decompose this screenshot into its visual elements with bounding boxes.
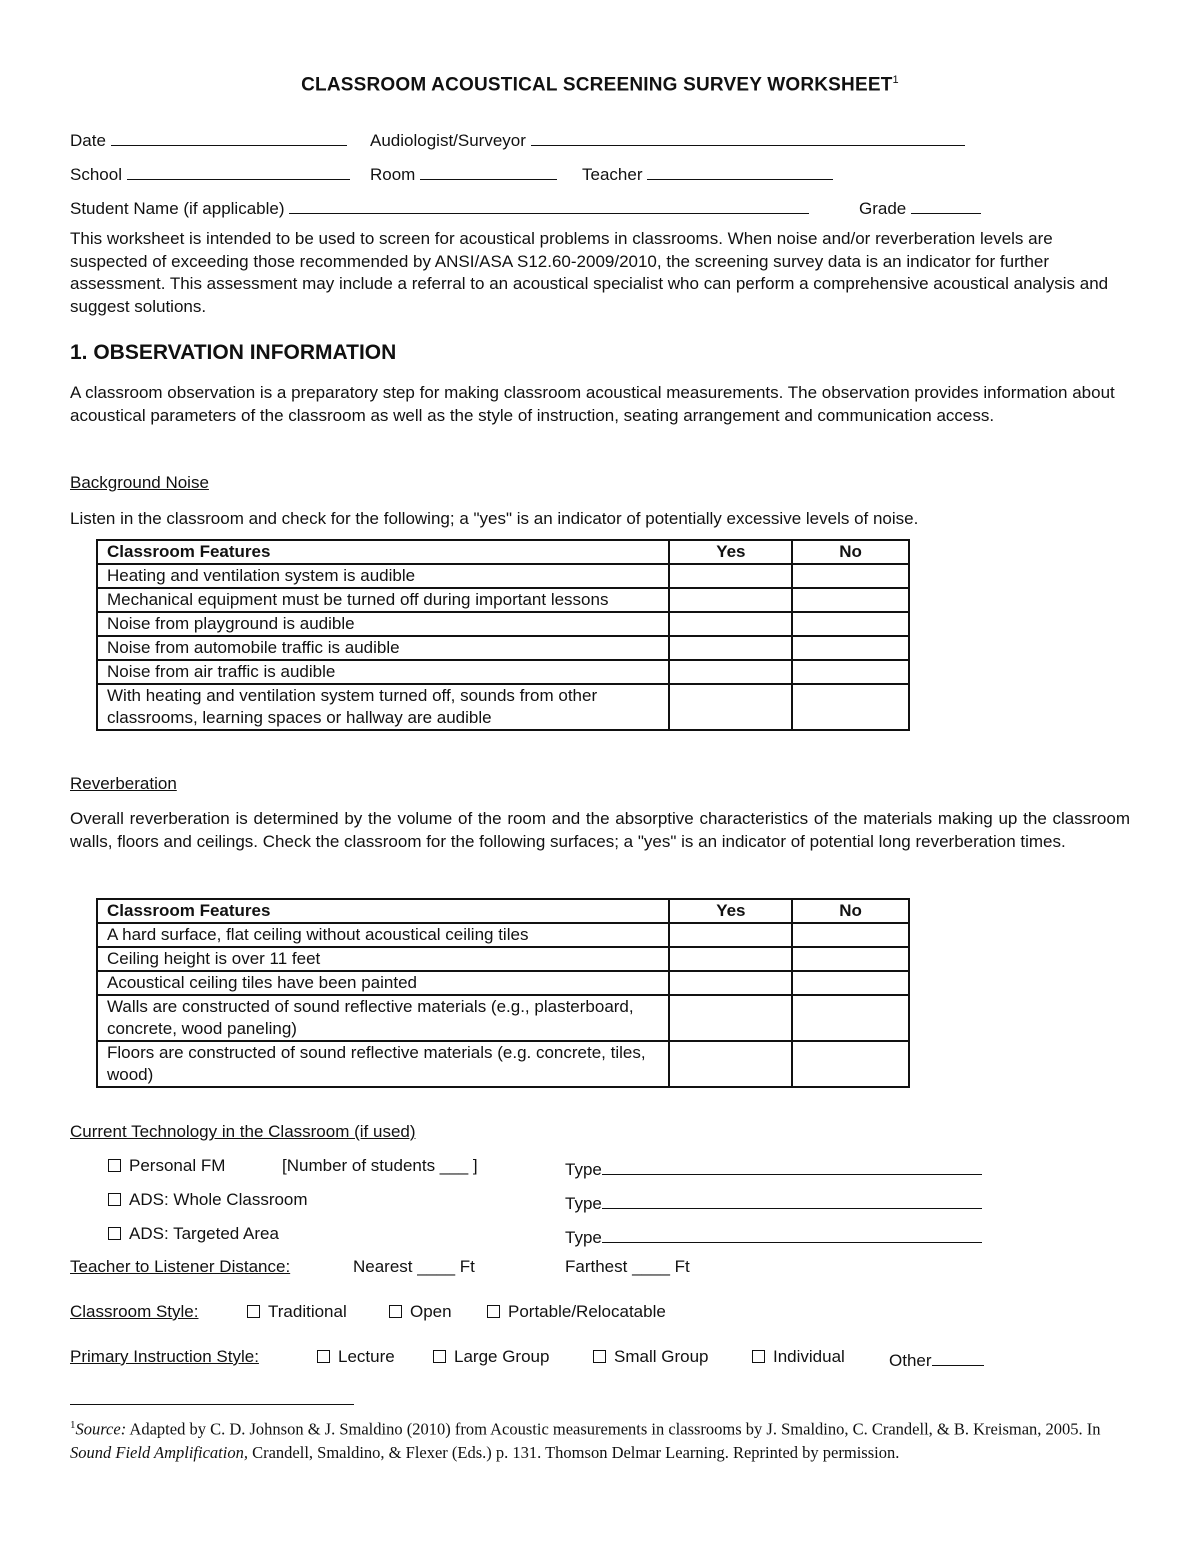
checkbox[interactable] [389,1305,402,1318]
yes-cell[interactable] [669,564,792,588]
other-line[interactable] [932,1347,984,1366]
intro-paragraph: This worksheet is intended to be used to screen for acoustical problems in classrooms. When noise and/or reverberation levels are suspected of exceeding those recommended by ANSI/ASA S12.60-2009/2010, the screening survey data is an indicator for further assessment. This assessment may include a referral to an acoustical specialist who can perform a comprehensive acoustical analysis and suggest solutions. [70,229,1109,316]
checkbox[interactable] [487,1305,500,1318]
surveyor-field[interactable]: Audiologist/Surveyor [370,127,965,151]
checkbox[interactable] [593,1350,606,1363]
table-row: Floors are constructed of sound reflective materials (e.g. concrete, tiles, wood) [97,1041,909,1087]
table-row: Noise from playground is audible [97,612,909,636]
no-cell[interactable] [792,588,909,612]
noise-paragraph: Listen in the classroom and check for the following; a "yes" is an indicator of potentially excessive levels of noise. [70,509,919,528]
instruction-option-individual[interactable]: Individual [752,1347,845,1367]
tech-item-personal-fm[interactable]: Personal FM [108,1156,225,1176]
table-row: Noise from air traffic is audible [97,660,909,684]
yes-cell[interactable] [669,636,792,660]
instruction-other-field[interactable]: Other [889,1347,984,1371]
student-field[interactable]: Student Name (if applicable) [70,195,809,219]
yes-cell[interactable] [669,947,792,971]
instruction-style-label: Primary Instruction Style: [70,1347,259,1366]
number-of-students: [Number of students ___ ] [282,1156,478,1175]
noise-table [96,539,910,731]
type-line[interactable] [602,1190,982,1209]
yes-cell[interactable] [669,995,792,1041]
tech-item-ads-whole[interactable]: ADS: Whole Classroom [108,1190,308,1210]
no-header: No [792,899,909,923]
school-field[interactable]: School [70,161,350,185]
school-line[interactable] [127,161,350,180]
yes-cell[interactable] [669,588,792,612]
footnote-mark: 1 [892,74,899,86]
style-option-traditional[interactable]: Traditional [247,1302,347,1322]
teacher-field[interactable]: Teacher [582,161,833,185]
yes-cell[interactable] [669,684,792,730]
table-header [97,540,909,564]
checkbox[interactable] [247,1305,260,1318]
room-line[interactable] [420,161,557,180]
technology-heading: Current Technology in the Classroom (if used) [70,1122,416,1141]
no-cell[interactable] [792,923,909,947]
section-heading: 1. OBSERVATION INFORMATION [70,341,397,364]
instruction-option-small-group[interactable]: Small Group [593,1347,708,1367]
distance-label: Teacher to Listener Distance: [70,1257,291,1276]
yes-cell[interactable] [669,923,792,947]
table-row: Acoustical ceiling tiles have been painted [97,971,909,995]
checkbox[interactable] [108,1159,121,1172]
feature-header: Classroom Features [97,899,669,923]
yes-cell[interactable] [669,612,792,636]
no-cell[interactable] [792,971,909,995]
surveyor-line[interactable] [531,127,965,146]
table-row: Heating and ventilation system is audible [97,564,909,588]
checkbox[interactable] [108,1193,121,1206]
no-cell[interactable] [792,1041,909,1087]
nearest-field[interactable]: Nearest ____ Ft [353,1257,475,1276]
table-row: With heating and ventilation system turned off, sounds from other classrooms, learning spaces or hallway are audible [97,684,909,730]
type-line[interactable] [602,1156,982,1175]
no-cell[interactable] [792,684,909,730]
style-option-portable[interactable]: Portable/Relocatable [487,1302,666,1322]
table-row: Noise from automobile traffic is audible [97,636,909,660]
section-paragraph: A classroom observation is a preparatory step for making classroom acoustical measurements. The observation provides information about acoustical parameters of the classroom as well as the style of instruction, seating arrangement and communication access. [70,383,1115,425]
reverb-heading: Reverberation [70,774,177,793]
grade-line[interactable] [911,195,981,214]
farthest-field[interactable]: Farthest ____ Ft [565,1257,690,1276]
table-row: A hard surface, flat ceiling without acoustical ceiling tiles [97,923,909,947]
footnote: $^1$Source: Adapted by C. D. Johnson & J. Smaldino (2010) from Acoustic measurements in classrooms by J. Smaldino, C. Crandell, & B. Kreisman, 2005. In Sound Field Amplification, Crandell, Smaldino, & Flexer (Eds.) p. 131. Thomson Delmar Learning. Reprinted by permission. [70,1419,1101,1462]
style-option-open[interactable]: Open [389,1302,452,1322]
yes-cell[interactable] [669,971,792,995]
table-header [97,899,909,923]
no-cell[interactable] [792,564,909,588]
type-field[interactable]: Type [565,1190,982,1214]
table-row: Walls are constructed of sound reflective materials (e.g., plasterboard, concrete, wood paneling) [97,995,909,1041]
reverb-paragraph: Overall reverberation is determined by the volume of the room and the absorptive characteristics of the materials making up the classroom walls, floors and ceilings. Check the classroom for the following surfaces; a "yes" is an indicator of potential long reverberation times. [70,809,1130,851]
type-field[interactable]: Type [565,1224,982,1248]
table-row: Ceiling height is over 11 feet [97,947,909,971]
no-cell[interactable] [792,660,909,684]
checkbox[interactable] [108,1227,121,1240]
type-line[interactable] [602,1224,982,1243]
no-cell[interactable] [792,612,909,636]
yes-header: Yes [669,899,792,923]
date-line[interactable] [111,127,347,146]
yes-cell[interactable] [669,660,792,684]
tech-item-ads-targeted[interactable]: ADS: Targeted Area [108,1224,279,1244]
yes-cell[interactable] [669,1041,792,1087]
classroom-style-label: Classroom Style: [70,1302,199,1321]
noise-heading: Background Noise [70,473,209,492]
footnote-divider [70,1404,354,1405]
page-title: CLASSROOM ACOUSTICAL SCREENING SURVEY WORKSHEET$^1$ [301,74,899,96]
no-cell[interactable] [792,995,909,1041]
grade-field[interactable]: Grade [859,195,981,219]
checkbox[interactable] [433,1350,446,1363]
checkbox[interactable] [752,1350,765,1363]
no-header: No [792,540,909,564]
table-row: Mechanical equipment must be turned off during important lessons [97,588,909,612]
feature-header: Classroom Features [97,540,669,564]
date-field[interactable]: Date [70,127,347,151]
reverb-table [96,898,910,1088]
type-field[interactable]: Type [565,1156,982,1180]
no-cell[interactable] [792,947,909,971]
student-line[interactable] [289,195,809,214]
checkbox[interactable] [317,1350,330,1363]
yes-header: Yes [669,540,792,564]
no-cell[interactable] [792,636,909,660]
instruction-option-large-group[interactable]: Large Group [433,1347,549,1367]
instruction-option-lecture[interactable]: Lecture [317,1347,395,1367]
room-field[interactable]: Room [370,161,557,185]
teacher-line[interactable] [647,161,833,180]
